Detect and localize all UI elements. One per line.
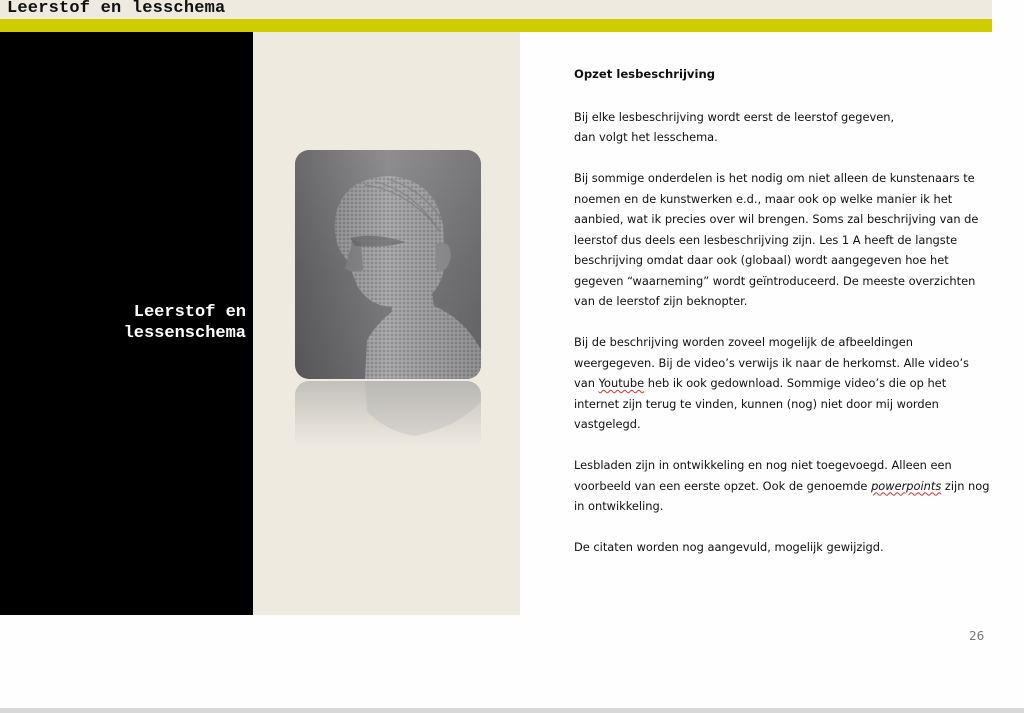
spellcheck-flagged-word[interactable]: Youtube	[598, 376, 645, 390]
paragraph	[574, 332, 994, 435]
spellcheck-flagged-word[interactable]: powerpoints	[871, 478, 942, 493]
paragraph-text: heb ik ook gedownload. Sommige video’s die op het internet zijn terug te vinden, kunnen (nog) niet door mij worden vastgelegd.	[574, 376, 947, 431]
paragraph-text: Lesbladen zijn in ontwikkeling en nog niet toegevoegd. Alleen een voorbeeld van een eerste opzet. Ook de genoemde	[574, 458, 952, 493]
document-content	[574, 62, 994, 578]
paragraph-text: Bij de beschrijving worden zoveel mogelijk de afbeeldingen weergegeven. Bij de video’s verwijs ik naar de herkomst. Alle video’s van	[574, 335, 969, 390]
header-title: Leerstof en lesschema	[7, 0, 226, 18]
header-band	[0, 0, 992, 19]
accent-bar	[0, 19, 992, 32]
paragraph: Bij elke lesbeschrijving wordt eerst de leerstof gegeven, dan volgt het lesschema.	[574, 109, 895, 144]
page-bottom-edge	[0, 708, 1024, 713]
sculpture-photo	[295, 150, 481, 379]
section-heading: Opzet lesbeschrijving	[574, 67, 716, 81]
page-number: 26	[969, 629, 985, 643]
side-panel	[0, 32, 253, 615]
paragraph: Bij sommige onderdelen is het nodig om niet alleen de kunstenaars te noemen en de kunstwerken e.d., maar ook op welke manier ik het aanbied, wat ik precies over wil brengen. Soms zal beschrijving van de leerstof dus deels een lesbeschrijving zijn. Les 1 A heeft de langste beschrijving omdat daar ook (globaal) wordt aangegeven hoe het gegeven “waarneming” wordt geïntroduceerd. De meeste overzichten van de leerstof zijn beknopter.	[574, 171, 979, 308]
image-panel	[253, 32, 520, 615]
side-panel-title: Leerstof en lessenschema	[123, 303, 246, 343]
paragraph	[574, 455, 994, 517]
photo-reflection	[295, 381, 481, 446]
paragraph-text: zijn nog in ontwikkeling.	[574, 478, 990, 513]
paragraph: De citaten worden nog aangevuld, mogelijk gewijzigd.	[574, 540, 884, 554]
